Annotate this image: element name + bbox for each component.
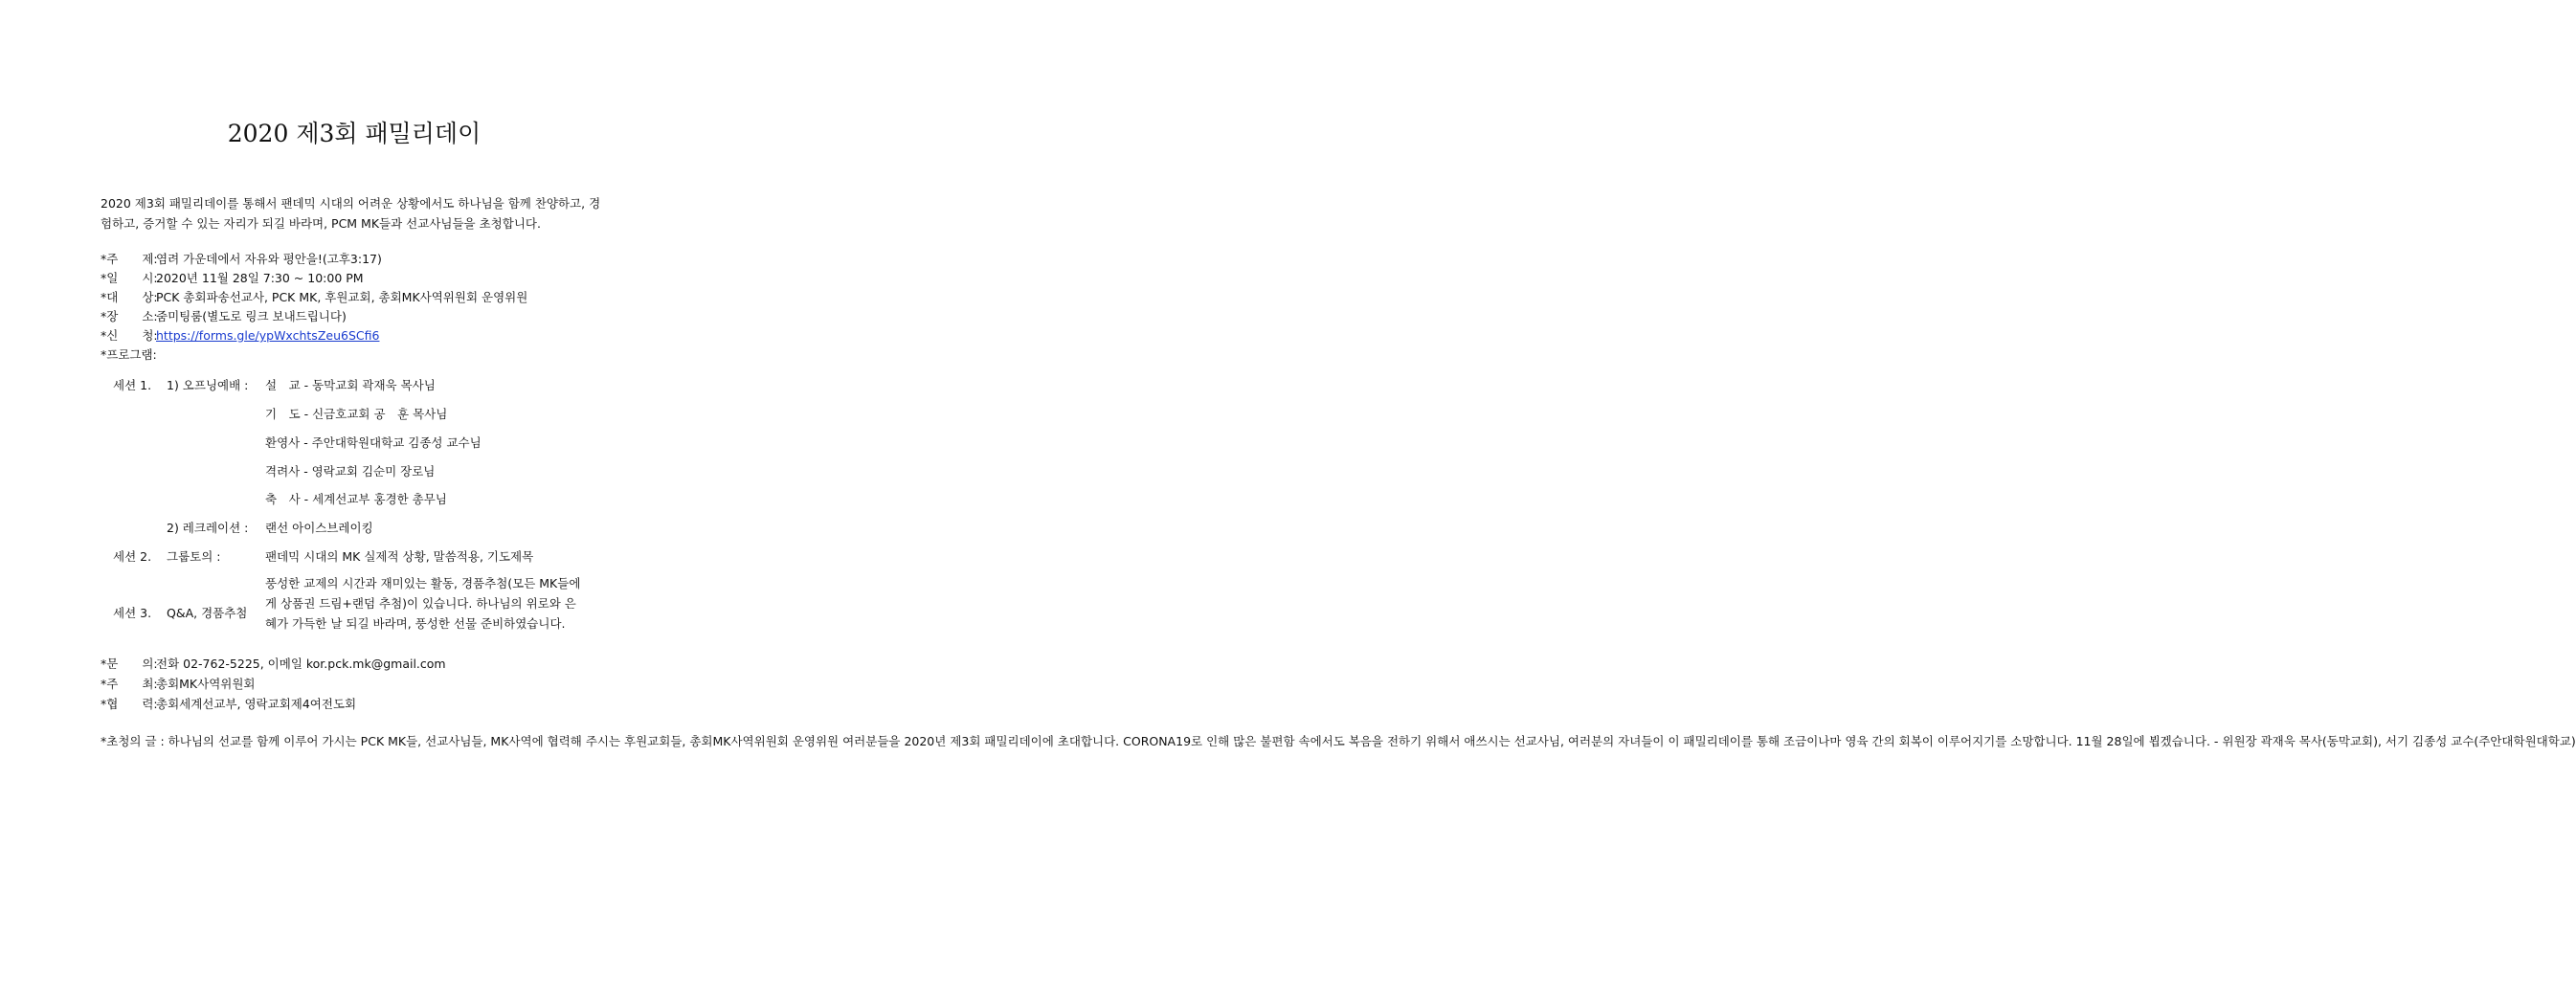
info-row-theme xyxy=(101,250,382,269)
session-3-part: Q&A, 경품추첨 xyxy=(167,606,248,620)
info-value: 2020년 11월 28일 7:30 ~ 10:00 PM xyxy=(156,271,364,285)
info-key: *장 소: xyxy=(101,309,158,323)
info-value: 염려 가운데에서 자유와 평안을!(고후3:17) xyxy=(156,252,382,266)
session-1-item: 설 교 - 동막교회 곽재욱 목사님 xyxy=(265,378,436,392)
intro-paragraph: 2020 제3회 패밀리데이를 통해서 팬데믹 시대의 어려운 상황에서도 하나님을 함께 찬양하고, 경험하고, 증거할 수 있는 자리가 되길 바라며, PCM MK들과 선교사님들을 초청합니다. xyxy=(101,196,601,231)
info-value: 전화 02-762-5225, 이메일 kor.pck.mk@gmail.com xyxy=(156,657,446,671)
info-key: *신 청: xyxy=(101,328,158,343)
info-row-contact xyxy=(101,655,446,674)
info-value: 총회MK사역위원회 xyxy=(156,677,256,691)
session-2-label: 세션 2. xyxy=(113,549,152,564)
registration-link[interactable]: https://forms.gle/ypWxchtsZeu6SCfi6 xyxy=(156,328,380,343)
info-row-datetime xyxy=(101,269,364,288)
info-value: 줌미팅룸(별도로 링크 보내드립니다) xyxy=(156,309,347,323)
session-3-value: 풍성한 교제의 시간과 재미있는 활동, 경품추첨(모든 MK들에게 상품권 드림+랜덤 추첨)이 있습니다. 하나님의 위로와 은혜가 가득한 날 되길 바라며, 풍성한 선물 준비하였습니다. xyxy=(265,576,581,631)
invitation-letter: *초청의 글 : 하나님의 선교를 함께 이루어 가시는 PCK MK들, 선교사님들, MK사역에 협력해 주시는 후원교회들, 총회MK사역위원회 운영위원 여러분들을 2020년 제3회 패밀리데이에 초대합니다. CORONA19로 인해 많은 불편함 속에서도 복음을 전하기 위해서 애쓰시는 선교사님, 여러분의 자녀들이 이 패밀리데이를 통해 조금이나마 영육 간의 회복이 이루어지기를 소망합니다. 11월 28일에 뵙겠습니다. - 위원장 곽재욱 목사(동막교회), 서기 김종성 교수(주안대학원대학교) xyxy=(101,734,2576,748)
session-2-part: 그룹토의 : xyxy=(167,549,221,564)
info-value: PCK 총회파송선교사, PCK MK, 후원교회, 총회MK사역위원회 운영위원 xyxy=(156,290,528,304)
info-value: 총회세계선교부, 영락교회제4여전도회 xyxy=(156,697,357,711)
info-key: *대 상: xyxy=(101,290,158,304)
info-key: *주 제: xyxy=(101,252,158,266)
info-key: *일 시: xyxy=(101,271,158,285)
info-row-audience xyxy=(101,288,527,307)
info-key: *협 력: xyxy=(101,697,158,711)
session-1-item: 환영사 - 주안대학원대학교 김종성 교수님 xyxy=(265,435,482,450)
info-row-partner xyxy=(101,695,356,714)
session-1-label: 세션 1. xyxy=(113,378,152,392)
page-title: 2020 제3회 패밀리데이 xyxy=(227,120,482,147)
session-1-part-1: 1) 오프닝예배 : xyxy=(167,378,249,392)
info-row-place xyxy=(101,307,347,326)
info-key: *주 최: xyxy=(101,677,158,691)
session-1-part-2: 2) 레크레이션 : xyxy=(167,521,249,535)
session-3-label: 세션 3. xyxy=(113,606,152,620)
info-row-register xyxy=(101,326,379,345)
info-row-host xyxy=(101,675,256,694)
info-key: *문 의: xyxy=(101,657,158,671)
session-1-part-2-value: 랜선 아이스브레이킹 xyxy=(265,521,373,535)
session-2-value: 팬데믹 시대의 MK 실제적 상황, 말씀적용, 기도제목 xyxy=(265,549,534,564)
session-1-item: 격려사 - 영락교회 김순미 장로님 xyxy=(265,464,436,479)
session-1-item: 축 사 - 세계선교부 홍경한 총무님 xyxy=(265,492,447,506)
session-1-item: 기 도 - 신금호교회 공 훈 목사님 xyxy=(265,407,448,421)
program-label: *프로그램: xyxy=(101,347,157,362)
